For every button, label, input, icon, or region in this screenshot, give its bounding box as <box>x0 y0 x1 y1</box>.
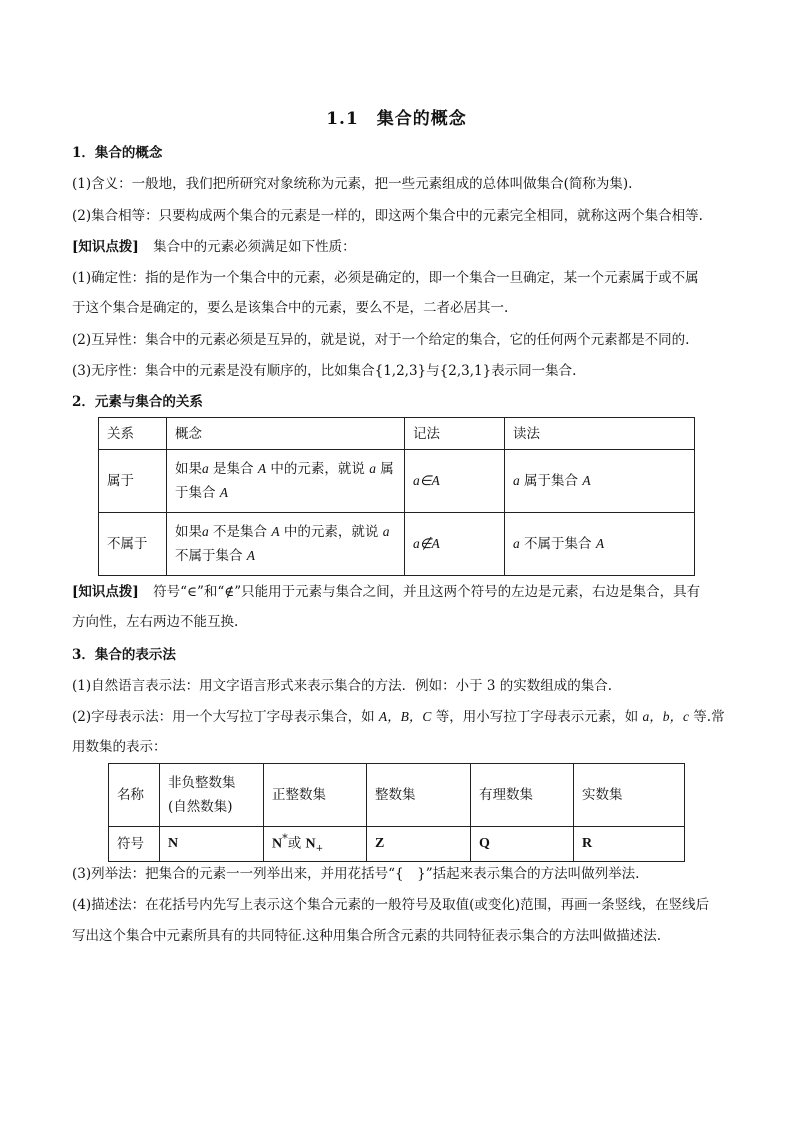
page-title: 1.1 集合的概念 <box>326 109 467 129</box>
property-distinctness: (2)互异性：集合中的元素必须是互异的，就是说，对于一个给定的集合，它的任何两个元素都是不同的. <box>72 332 690 348</box>
tip-line-2 <box>72 582 700 602</box>
property-determinacy-line1: (1)确定性：指的是作为一个集合中的元素，必须是确定的，即一个集合一旦确定，某一个元素属于或不属 <box>72 270 699 286</box>
header-cell: 名称 <box>109 764 160 827</box>
relation-cell: 属于 <box>99 450 167 513</box>
table-header-row <box>99 418 695 450</box>
reading-cell <box>505 513 695 576</box>
text-run: 不属于集合 <box>519 536 596 552</box>
text-run: 属于集合 <box>519 473 583 489</box>
definition-equality: (2)集合相等：只要构成两个集合的元素是一样的，即这两个集合中的元素完全相同，就称这两个集合相等. <box>72 208 703 224</box>
var-a: a <box>369 461 376 476</box>
text-run: 中的元素，就说 <box>266 461 370 477</box>
tip-tag: [知识点拨] <box>72 239 139 255</box>
var-a: a <box>382 524 390 539</box>
header-cell: 实数集 <box>574 764 685 827</box>
symbol-natural: N <box>160 827 264 862</box>
method-natural-language: (1)自然语言表示法：用文字语言形式来表示集合的方法．例如：小于 3 的实数组成的集合. <box>72 678 613 694</box>
var-a: a <box>202 524 209 539</box>
method-letter-line1 <box>72 707 725 727</box>
method-letter-line2: 用数集的表示： <box>72 739 167 755</box>
method-description-line2: 写出这个集合中元素所具有的共同特征.这种用集合所含元素的共同特征表示集合的方法叫做描述法. <box>72 928 662 944</box>
text-run: 不是集合 <box>208 524 272 540</box>
reading-cell <box>505 450 695 513</box>
uppercase-letters: A，B，C <box>378 709 432 724</box>
header-cell: 正整数集 <box>264 764 367 827</box>
tip-tag: [知识点拨] <box>72 584 139 600</box>
text-run: 如果 <box>175 461 202 477</box>
text-run: 不属于集合 <box>175 548 247 564</box>
tip-text: 集合中的元素必须满足如下性质： <box>153 239 356 255</box>
var-a: a <box>513 536 520 551</box>
var-a: a <box>513 473 520 488</box>
text-run: 是集合 <box>208 461 258 477</box>
method-enumeration: (3)列举法：把集合的元素一一列举出来，并用花括号“{ }”括起来表示集合的方法叫做列举法. <box>72 866 640 882</box>
table-row <box>99 450 695 513</box>
definition-meaning: (1)含义：一般地，我们把所研究对象统称为元素，把一些元素组成的总体叫做集合(简称为集). <box>72 176 633 192</box>
text-run: 等.常 <box>689 709 725 725</box>
text-run: 于集合 <box>175 485 220 501</box>
header-cell: 整数集 <box>367 764 471 827</box>
text-run: 属 <box>375 461 394 477</box>
var-A: A <box>219 485 229 500</box>
header-text: (自然数集) <box>168 799 233 815</box>
var-A: A <box>595 536 605 551</box>
table-header-row <box>109 764 685 827</box>
var-A: A <box>257 461 267 476</box>
notation-cell: a∈A <box>405 450 505 513</box>
relation-cell: 不属于 <box>99 513 167 576</box>
var-A: A <box>271 524 280 539</box>
header-cell: 关系 <box>99 418 167 450</box>
symbol-N: N <box>272 836 283 852</box>
tip-line-2-cont: 方向性，左右两边不能互换. <box>72 614 239 630</box>
symbol-rational: Q <box>471 827 574 862</box>
header-cell: 记法 <box>405 418 505 450</box>
section-2-heading: 2．元素与集合的关系 <box>72 394 203 410</box>
property-determinacy-line2: 于这个集合是确定的，要么是该集合中的元素，要么不是，二者必居其一. <box>72 300 509 316</box>
element-set-relation-table <box>98 417 695 576</box>
row-label: 符号 <box>109 827 160 862</box>
tip-text: 符号“∈”和“∉”只能用于元素与集合之间，并且这两个符号的左边是元素，右边是集合，具有 <box>153 584 701 600</box>
star-superscript: * <box>282 832 288 845</box>
method-description-line1: (4)描述法：在花括号内先写上表示这个集合元素的一般符号及取值(或变化)范围，再画一条竖线，在竖线后 <box>72 897 710 913</box>
var-a: a <box>202 461 209 476</box>
symbol-N: N <box>305 836 316 852</box>
section-3-heading: 3．集合的表示法 <box>72 647 176 663</box>
text-run: 或 <box>287 835 306 852</box>
concept-cell <box>167 450 405 513</box>
symbol-integer: Z <box>367 827 471 862</box>
plus-subscript: + <box>315 844 324 855</box>
tip-line-1 <box>72 237 356 257</box>
symbol-positive <box>264 827 367 862</box>
number-set-table <box>108 763 685 862</box>
property-unordered: (3)无序性：集合中的元素是没有顺序的，比如集合{1,2,3}与{2,3,1}表示同一集合. <box>72 363 577 379</box>
symbol-real: R <box>574 827 685 862</box>
header-cell: 有理数集 <box>471 764 574 827</box>
header-cell <box>160 764 264 827</box>
text-run: (2)字母表示法：用一个大写拉丁字母表示集合，如 <box>72 709 379 725</box>
notation-cell: a∉A <box>405 513 505 576</box>
header-cell: 读法 <box>505 418 695 450</box>
var-A: A <box>582 473 591 488</box>
text-run: 等，用小写拉丁字母表示元素，如 <box>431 709 643 725</box>
text-run: 中的元素，就说 <box>279 524 383 540</box>
table-row <box>109 827 685 862</box>
header-text: 非负整数集 <box>168 775 236 791</box>
concept-cell <box>167 513 405 576</box>
section-1-heading: 1．集合的概念 <box>72 145 163 161</box>
text-run: 如果 <box>175 524 202 540</box>
lowercase-letters: a，b，c <box>642 709 690 724</box>
var-A: A <box>246 548 256 563</box>
header-cell: 概念 <box>167 418 405 450</box>
table-row <box>99 513 695 576</box>
